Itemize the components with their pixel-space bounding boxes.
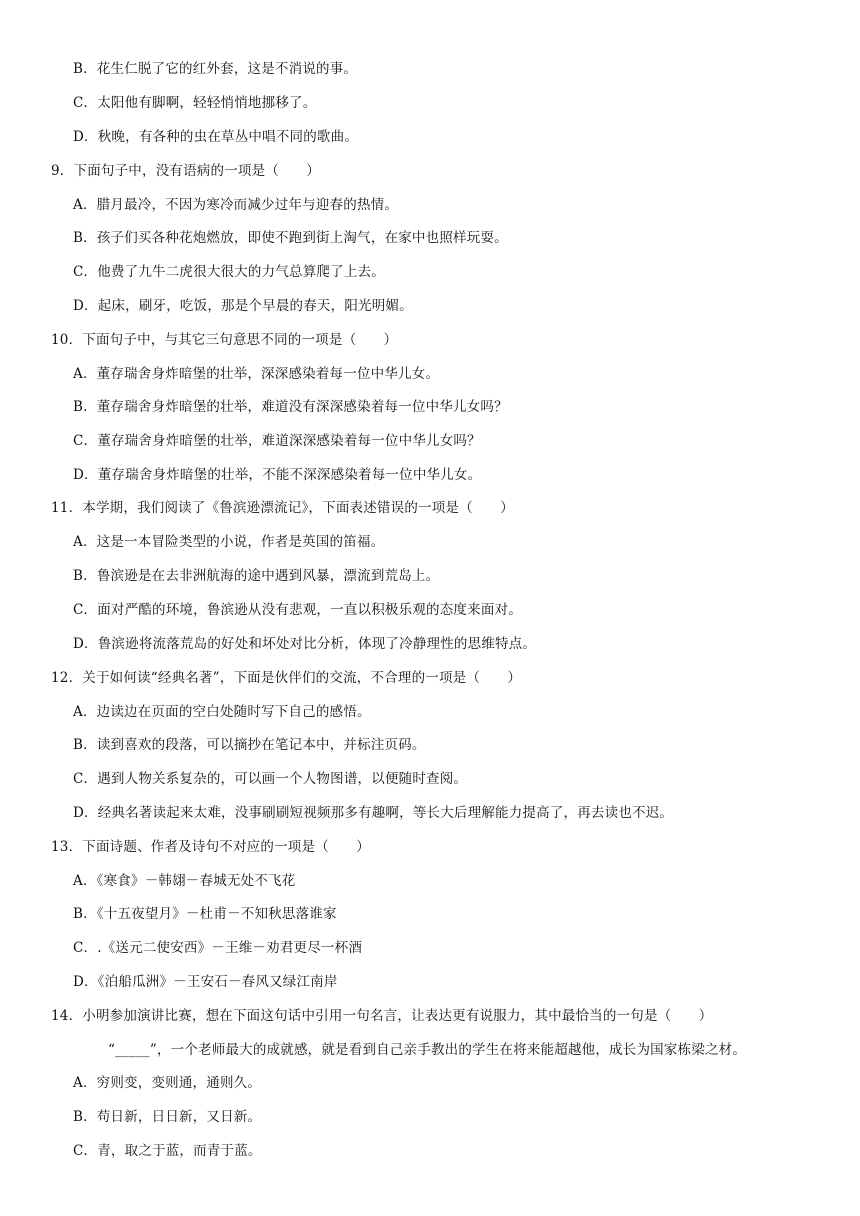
option-text: C．他费了九牛二虎很大很大的力气总算爬了上去。 [73, 264, 385, 280]
option-text: D．《泊船瓜洲》－王安石－春风又绿江南岸 [73, 974, 338, 990]
option-text: B．鲁滨逊是在去非洲航海的途中遇到风暴，漂流到荒岛上。 [73, 568, 440, 584]
option-text: B．读到喜欢的段落，可以摘抄在笔记本中，并标注页码。 [73, 737, 426, 753]
option-text: C．面对严酷的环境，鲁滨逊从没有悲观，一直以积极乐观的态度来面对。 [73, 602, 522, 618]
option-text: C．董存瑞舍身炸暗堡的壮举，难道深深感染着每一位中华儿女吗？ [73, 433, 481, 449]
quote-text: “_____”，一个老师最大的成就感，就是看到自己亲手教出的学生在将来能超越他，成长为国家栋梁之材。 [108, 1042, 747, 1058]
option-text: C．遇到人物关系复杂的，可以画一个人物图谱，以便随时查阅。 [73, 771, 468, 787]
question-text: 14．小明参加演讲比赛，想在下面这句话中引用一句名言，让表达更有说服力，其中最恰当的一句是（ ） [51, 1008, 713, 1024]
option-text: D．起床，刷牙，吃饭，那是个早晨的春天，阳光明媚。 [73, 298, 413, 314]
question-text: 10．下面句子中，与其它三句意思不同的一项是（ ） [51, 332, 398, 348]
option-text: C．太阳他有脚啊，轻轻悄悄地挪移了。 [73, 95, 317, 111]
question-text: 12．关于如何读“经典名著”，下面是伙伴们的交流，不合理的一项是（ ） [51, 670, 522, 686]
option-text: B．花生仁脱了它的红外套，这是不消说的事。 [73, 61, 358, 77]
option-text: D．鲁滨逊将流落荒岛的好处和坏处对比分析，体现了冷静理性的思维特点。 [73, 636, 537, 652]
option-text: B．董存瑞舍身炸暗堡的壮举，难道没有深深感染着每一位中华儿女吗？ [73, 399, 508, 415]
option-text: B．苟日新，日日新，又日新。 [73, 1109, 262, 1125]
option-text: A．《寒食》－韩翃－春城无处不飞花 [73, 873, 296, 889]
option-text: D．董存瑞舍身炸暗堡的壮举，不能不深深感染着每一位中华儿女。 [73, 467, 482, 483]
option-text: D．秋晚，有各种的虫在草丛中唱不同的歌曲。 [73, 129, 359, 145]
option-text: A．这是一本冒险类型的小说，作者是英国的笛福。 [73, 534, 385, 550]
option-text: B．孩子们买各种花炮燃放，即使不跑到街上淘气，在家中也照样玩耍。 [73, 230, 508, 246]
option-text: A．腊月最冷，不因为寒冷而减少过年与迎春的热情。 [73, 197, 399, 213]
option-text: B．《十五夜望月》－杜甫－不知秋思落谁家 [73, 906, 337, 922]
option-text: D．经典名著读起来太难，没事刷刷短视频那多有趣啊，等长大后理解能力提高了，再去读也不迟。 [73, 805, 674, 821]
option-text: A．穷则变，变则通，通则久。 [73, 1075, 262, 1091]
option-text: C．.《送元二使安西》－王维－劝君更尽一杯酒 [73, 940, 363, 956]
question-text: 9．下面句子中，没有语病的一项是（ ） [51, 163, 321, 179]
option-text: A．董存瑞舍身炸暗堡的壮举，深深感染着每一位中华儿女。 [73, 366, 440, 382]
question-text: 13．下面诗题、作者及诗句不对应的一项是（ ） [51, 839, 370, 855]
option-text: C．青，取之于蓝，而青于蓝。 [73, 1143, 262, 1159]
option-text: A．边读边在页面的空白处随时写下自己的感悟。 [73, 704, 371, 720]
question-text: 11．本学期，我们阅读了《鲁滨逊漂流记》，下面表述错误的一项是（ ） [51, 500, 514, 516]
